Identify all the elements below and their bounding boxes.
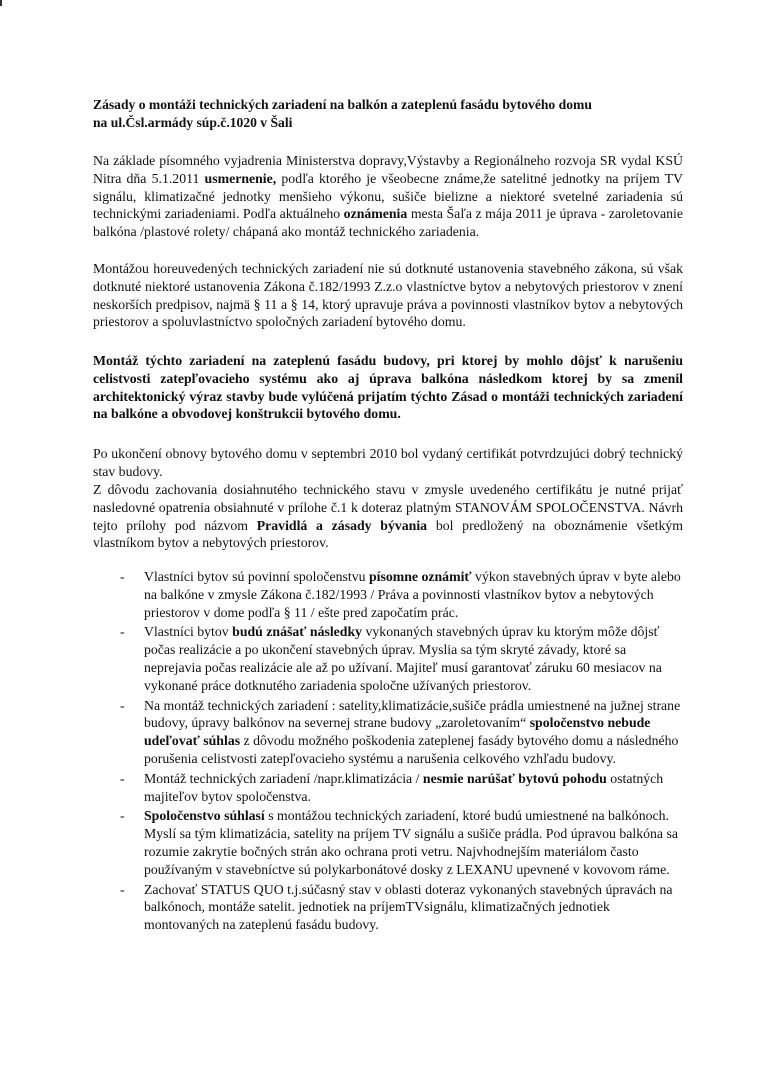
- emphasis-oznamenia: oznámenia: [343, 206, 408, 222]
- title-line-2: na ul.Čsl.armády súp.č.1020 v Šali: [93, 115, 293, 130]
- paragraph-legal-provisions: Montážou horeuvedených technických zariadení nie sú dotknuté ustanovenia stavebného zákona, sú však dotknuté niektoré ustanovenia Zákona č.182/1993 Z.z.o vlastníctve bytov a nebytových priestorov v znení neskorších predpisov, najmä § 11 a § 14, ktorý upravuje práva a povinnosti vlastníkov bytov a nebytových priestorov a spoluvlastníctvo spoločných zariadení bytového domu.: [93, 261, 683, 330]
- rules-list: [120, 568, 686, 936]
- list-item: - Na montáž technických zariadení : satelity,klimatizácie,sušiče prádla umiestnené na južnej strane budovy, úpravy balkónov na severnej strane budovy „zaroletovaním“ spoločenstvo nebude udeľovať súhlas z dôvodu možného poškodenia zateplenej fasády bytového domu a následného porušenia celistvosti zatepľovacieho systému a narušenia celkového vzhľadu budovy.: [120, 697, 681, 766]
- paragraph-measures: Z dôvodu zachovania dosiahnutého technického stavu v zmysle uvedeného certifikátu je nutné prijať nasledovné opatrenia obsiahnuté v prílohe č.1 k doteraz platným STANOVÁM SPOLOČENSTVA. Návrh tejto prílohy pod názvom Pravidlá a zásady bývania bol predložený na oboznámenie všetkým vlastníkom bytov a nebytových priestorov.: [93, 482, 684, 551]
- list-item: - Vlastníci bytov budú znášať následky vykonaných stavebných úprav ku ktorým môže dôjsť počas realizácie a po ukončení stavebných úprav. Myslia sa tým skryté závady, ktoré sa neprejavia počas realizácie ale až po užívaní. Majiteľ musí garantovať záruku 60 mesiacov na vykonané práce dotknutého zariadenia spoločne užívaných priestorov.: [120, 624, 662, 693]
- paragraph-ministry-guidance: Na základe písomného vyjadrenia Ministerstva dopravy,Výstavby a Regionálneho rozvoja SR vydal KSÚ Nitra dňa 5.1.2011 usmernenie, podľa ktorého je všeobecne známe,že satelitné jednotky na príjem TV signálu, klimatizačné jednotky menšieho výkonu, sušiče bielizne a niektoré svetelné zariadenia sú technickými zariadeniami. Podľa aktuálneho oznámenia mesta Šaľa z mája 2011 je úprava - zaroletovanie balkóna /plastové rolety/ chápaná ako montáž technického zariadenia.: [93, 153, 684, 240]
- list-item: - Montáž technických zariadení /napr.klimatizácia / nesmie narúšať bytovú pohodu ostatných majiteľov bytov spoločenstva.: [120, 770, 664, 804]
- title-line-1: Zásady o montáži technických zariadení na balkón a zateplenú fasádu bytového domu: [93, 97, 592, 112]
- scan-mark: [0, 0, 2, 6]
- document-title: [93, 96, 683, 132]
- paragraph-certificate: Po ukončení obnovy bytového domu v septembri 2010 bol vydaný certifikát potvrdzujúci dobrý technický stav budovy.: [93, 446, 683, 479]
- list-item: - Vlastníci bytov sú povinní spoločenstvu písomne oznámiť výkon stavebných úprav v byte alebo na balkóne v zmysle Zákona č.182/1993 / Práva a povinnosti vlastníkov bytov a nebytových priestorov v dome podľa § 11 / ešte pred započatím prác.: [120, 569, 681, 620]
- paragraph-exclusion-statement: Montáž týchto zariadení na zateplenú fasádu budovy, pri ktorej by mohlo dôjsť k narušeniu celistvosti zatepľovacieho systému ako aj úprava balkóna následkom ktorej by sa zmenil architektonický výraz stavby bude vylúčená prijatím týchto Zásad o montáži technických zariadení na balkóne a obvodovej konštrukcii bytového domu.: [93, 353, 683, 422]
- list-item: - Spoločenstvo súhlasí s montážou technických zariadení, ktoré budú umiestnené na balkónoch. Myslí sa tým klimatizácia, satelity na príjem TV signálu a sušiče prádla. Pod úpravou balkóna sa rozumie zakrytie bočných strán ako ochrana proti vetru. Najvhodnejším materiálom často používaným v stavebníctve sú polykarbonátové dosky z LEXANU upevnené v kovovom ráme.: [120, 808, 679, 877]
- emphasis-rules-title: Pravidlá a zásady bývania: [256, 517, 428, 533]
- emphasis-usmernenie: usmernenie,: [204, 170, 277, 186]
- list-item: - Zachovať STATUS QUO t.j.súčasný stav v oblasti doteraz vykonaných stavebných úpravách na balkónoch, montáže satelit. jednotiek na príjemTVsignálu, klimatizačných jednotiek montovaných na zateplenú fasádu budovy.: [120, 881, 673, 933]
